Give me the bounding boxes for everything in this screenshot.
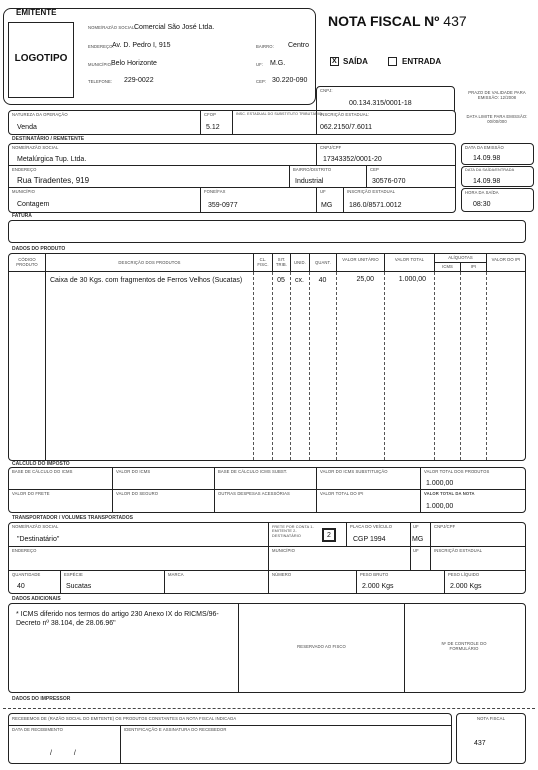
emissao-value: 14.09.98 bbox=[473, 155, 501, 162]
canhoto-div bbox=[120, 726, 121, 763]
transp-div-9 bbox=[444, 571, 445, 593]
valor-sub-label: VALOR DO ICMS SUBSTITUIÇÃO bbox=[320, 469, 388, 474]
total-nota-value: 1.000,00 bbox=[426, 503, 454, 510]
dest-div-c bbox=[366, 166, 367, 187]
nota-fiscal-title-text: NOTA FISCAL Nº bbox=[328, 13, 440, 29]
col-quant-header: QUANT. bbox=[315, 260, 331, 265]
transp-nome-label: NOME/RAZÃO SOCIAL bbox=[12, 524, 59, 529]
emitente-endereco-label: ENDEREÇO: bbox=[88, 44, 114, 49]
emitente-uf: M.G. bbox=[270, 60, 286, 67]
data-recebimento: / / bbox=[50, 750, 86, 757]
total-prod-value: 1.000,00 bbox=[426, 480, 454, 487]
entrada-checkbox[interactable] bbox=[388, 57, 397, 66]
cfop-label: CFOP bbox=[204, 112, 217, 117]
cut-line bbox=[3, 708, 535, 709]
quant-value: 40 bbox=[17, 583, 25, 590]
placa-value: CGP 1994 bbox=[353, 536, 386, 543]
dest-div-e bbox=[316, 188, 317, 212]
dest-div-f bbox=[343, 188, 344, 212]
row-descricao: Caixa de 30 Kgs. com fragmentos de Ferros Velhos (Sucatas) bbox=[50, 277, 243, 284]
reservado-fisco: RESERVADO AO FISCO bbox=[297, 644, 346, 649]
transp-div-4 bbox=[430, 523, 431, 546]
dest-cnpj-label: CNPJ/CPF bbox=[320, 145, 342, 150]
dest-cnpj: 17343352/0001-20 bbox=[323, 156, 382, 163]
cfop-value: 5.12 bbox=[206, 124, 220, 131]
numero-label: NÚMERO bbox=[272, 572, 292, 577]
fatura-section bbox=[8, 220, 526, 243]
transp-line-1 bbox=[9, 546, 525, 547]
col-dash-3 bbox=[272, 272, 273, 460]
emitente-municipio: Belo Horizonte bbox=[111, 60, 157, 67]
transp-frete-label: FRETE POR CONTA 1-EMITENTE 2-DESTINATÁRIO bbox=[272, 525, 314, 538]
controle-formulario: Nº DE CONTROLE DO FORMULÁRIO bbox=[441, 641, 487, 652]
col-dash-8 bbox=[434, 272, 435, 460]
entrada-label: ENTRADA bbox=[402, 57, 442, 66]
outras-label: OUTRAS DESPESAS ACESSÓRIAS bbox=[218, 491, 290, 496]
natureza-divider-1 bbox=[200, 111, 201, 134]
emitente-nome: Comercial São José Ltda. bbox=[134, 24, 215, 31]
natureza-label: NATUREZA DA OPERAÇÃO bbox=[12, 112, 68, 117]
transp-div-7 bbox=[268, 571, 269, 593]
transp-insc-label: INSCRIÇÃO ESTADUAL bbox=[434, 548, 483, 553]
transp-div-2 bbox=[346, 523, 347, 546]
prazo-note: PRAZO DE VALIDADE PARA EMISSÃO: 12/2008 bbox=[468, 90, 526, 101]
dest-uf: MG bbox=[321, 202, 333, 209]
base-icms-label: BASE DE CÁLCULO DO ICMS bbox=[12, 469, 73, 474]
peso-liq-label: PESO LÍQUIDO bbox=[448, 572, 480, 577]
nota-fiscal-number: 437 bbox=[443, 13, 467, 29]
emitente-endereco: Av. D. Pedro I, 915 bbox=[112, 42, 171, 49]
col-unid-header: UNID. bbox=[294, 260, 306, 265]
seguro-label: VALOR DO SEGURO bbox=[116, 491, 159, 496]
row-sttrib: 05 bbox=[277, 277, 285, 284]
peso-liq-value: 2.000 Kgs bbox=[450, 583, 482, 590]
dest-endereco: Rua Tiradentes, 919 bbox=[17, 176, 90, 185]
adicionais-texto: * ICMS diferido nos termos do artigo 230 Anexo IX do RICMS/96-Decreto nº 38.104, de 28.06.96" bbox=[16, 611, 219, 628]
transp-div-3 bbox=[410, 523, 411, 570]
col-sttrib-header: SIT. TRIB. bbox=[275, 257, 288, 268]
col-aliquotas-header: ALÍQUOTAS bbox=[448, 255, 473, 260]
natureza-divider-2 bbox=[232, 111, 233, 134]
data-recebimento-label: DATA DE RECEBIMENTO bbox=[12, 727, 63, 732]
placa-label: PLACA DO VEÍCULO bbox=[350, 524, 393, 529]
transp-div-6 bbox=[164, 571, 165, 593]
canhoto-line bbox=[9, 725, 451, 726]
peso-bruto-value: 2.000 Kgs bbox=[362, 583, 394, 590]
saida-date-label: DATA DA SAÍDA/ENTRADA bbox=[465, 168, 515, 172]
dest-nome: Metalúrgica Tup. Ltda. bbox=[17, 156, 87, 163]
dest-fone: 359-0977 bbox=[208, 202, 238, 209]
col-dash-6 bbox=[336, 272, 337, 460]
emitente-municipio-label: MUNICÍPIO: bbox=[88, 62, 113, 67]
dest-endereco-label: ENDEREÇO bbox=[12, 167, 37, 172]
row-unid: cx. bbox=[295, 277, 304, 284]
cnpj-value: 00.134.315/0001-18 bbox=[349, 100, 412, 107]
total-nota-label: VALOR TOTAL DA NOTA bbox=[424, 491, 475, 496]
col-dash-9 bbox=[460, 272, 461, 460]
emitente-heading: EMITENTE bbox=[16, 8, 57, 17]
imp-div-2 bbox=[214, 468, 215, 512]
transporte-heading: TRANSPORTADOR / VOLUMES TRANSPORTADOS bbox=[12, 515, 133, 521]
dest-nome-label: NOME/RAZÃO SOCIAL bbox=[12, 145, 59, 150]
logo: LOGOTIPO bbox=[14, 53, 68, 64]
especie-label: ESPÉCIE bbox=[64, 572, 83, 577]
fatura-heading: FATURA bbox=[12, 213, 32, 219]
col-vipi-header: VALOR DO IPI bbox=[491, 257, 521, 262]
produtos-header-line bbox=[9, 271, 525, 272]
transp-uf: MG bbox=[412, 536, 424, 543]
imposto-heading: CÁLCULO DO IMPOSTO bbox=[12, 461, 70, 467]
frete-code: 2 bbox=[327, 532, 331, 539]
row-vunit: 25,00 bbox=[356, 276, 374, 283]
dest-fone-label: FONE/FAX bbox=[204, 189, 226, 194]
peso-bruto-label: PESO BRUTO bbox=[360, 572, 389, 577]
dest-bairro: Industrial bbox=[295, 178, 324, 185]
emitente-nome-label: NOME/RAZÃO SOCIAL: bbox=[88, 25, 136, 30]
col-codigo-header: CÓDIGO PRODUTO bbox=[16, 257, 38, 268]
produtos-heading: DADOS DO PRODUTO bbox=[12, 246, 66, 252]
transp-uf2-label: UF bbox=[413, 548, 419, 553]
adicionais-heading: DADOS ADICIONAIS bbox=[12, 596, 61, 602]
emitente-cep: 30.220-090 bbox=[272, 77, 308, 84]
dest-uf-label: UF bbox=[320, 189, 326, 194]
dest-insc: 186.0/8571.0012 bbox=[349, 202, 402, 209]
col-dash-7 bbox=[384, 272, 385, 460]
insc-estadual-value: 062.2150/7.6011 bbox=[320, 124, 373, 131]
col-icms-header: ICMS bbox=[442, 264, 453, 269]
destinatario-heading: DESTINATÁRIO / REMETENTE bbox=[12, 136, 85, 142]
dest-municipio-label: MUNICÍPIO bbox=[12, 189, 36, 194]
emitente-uf-label: UF: bbox=[256, 62, 264, 67]
total-prod-label: VALOR TOTAL DOS PRODUTOS bbox=[424, 469, 490, 474]
dest-row-line-1 bbox=[9, 165, 455, 166]
aliquotas-line bbox=[434, 262, 486, 263]
dest-municipio: Contagem bbox=[17, 201, 50, 208]
dest-div-b bbox=[289, 166, 290, 187]
col-dash-5 bbox=[309, 272, 310, 460]
col-dash-10 bbox=[486, 272, 487, 460]
ipi-total-label: VALOR TOTAL DO IPI bbox=[320, 491, 364, 496]
dest-cep-label: CEP bbox=[370, 167, 379, 172]
quant-label: QUANTIDADE bbox=[12, 572, 41, 577]
dest-cep: 30576-070 bbox=[372, 178, 406, 185]
transp-div-1 bbox=[268, 523, 269, 570]
transp-cnpj-label: CNPJ/CPF bbox=[434, 524, 456, 529]
cnpj-label: CNPJ: bbox=[320, 88, 333, 93]
col-ipi-header: IPI bbox=[470, 264, 477, 269]
assinatura-label: IDENTIFICAÇÃO E ASSINATURA DO RECEBEDOR bbox=[124, 727, 227, 732]
saida-mark: X bbox=[332, 58, 337, 65]
transp-div-5 bbox=[60, 571, 61, 593]
marca-label: MARCA bbox=[168, 572, 184, 577]
col-dash-4 bbox=[290, 272, 291, 460]
imposto-line bbox=[9, 489, 525, 490]
row-quant: 40 bbox=[318, 277, 327, 284]
emitente-bairro: Centro bbox=[288, 42, 310, 49]
row-vtotal: 1.000,00 bbox=[398, 276, 426, 283]
impressor-heading: DADOS DO IMPRESSOR bbox=[12, 696, 71, 702]
imp-div-1 bbox=[112, 468, 113, 512]
imp-div-4 bbox=[420, 468, 421, 512]
transp-uf-label: UF bbox=[413, 524, 419, 529]
data-limite-note: DATA LIMITE PARA EMISSÃO: 00/00/000 bbox=[466, 114, 528, 125]
especie-value: Sucatas bbox=[66, 583, 92, 590]
hora-label: HORA DA SAÍDA bbox=[465, 190, 499, 195]
col-descricao-header: DESCRIÇÃO DOS PRODUTOS bbox=[118, 260, 181, 265]
insc-estadual-label: INSCRIÇÃO ESTADUAL: bbox=[320, 112, 370, 117]
saida-label: SAÍDA bbox=[343, 57, 368, 66]
recebemos-text: RECEBEMOS DE (RAZÃO SOCIAL DO EMITENTE) OS PRODUTOS CONSTANTES DA NOTA FISCAL INDICADA bbox=[12, 716, 237, 721]
canhoto-nota-number: 437 bbox=[474, 740, 486, 747]
emitente-telefone-label: TELEFONE: bbox=[88, 79, 113, 84]
col-vtotal-header: VALOR TOTAL bbox=[394, 257, 425, 262]
col-vunit-header: VALOR UNITÁRIO bbox=[342, 257, 379, 262]
imp-div-3 bbox=[316, 468, 317, 512]
hora-value: 08:30 bbox=[473, 201, 491, 208]
col-dash-2 bbox=[253, 272, 254, 460]
dest-row-line-2 bbox=[9, 187, 455, 188]
natureza-value: Venda bbox=[17, 124, 37, 131]
base-sub-label: BASE DE CÁLCULO ICMS SUBST. bbox=[218, 469, 288, 474]
emitente-bairro-label: BAIRRO: bbox=[256, 44, 274, 49]
emitente-cep-label: CEP: bbox=[256, 79, 267, 84]
canhoto-nota-label: NOTA FISCAL bbox=[476, 716, 505, 721]
frete-label: VALOR DO FRETE bbox=[12, 491, 50, 496]
transp-div-10 bbox=[430, 547, 431, 570]
col-clfisc-header: CL. FISC. bbox=[257, 257, 269, 268]
valor-icms-label: VALOR DO ICMS bbox=[116, 469, 151, 474]
transp-nome: "Destinatário" bbox=[17, 536, 60, 543]
dest-div-a bbox=[316, 144, 317, 165]
dest-insc-label: INSCRIÇÃO ESTADUAL bbox=[347, 189, 396, 194]
transp-line-2 bbox=[9, 570, 525, 571]
dest-div-d bbox=[200, 188, 201, 212]
nota-fiscal-title bbox=[328, 14, 467, 28]
col-div-1 bbox=[45, 254, 46, 460]
dest-bairro-label: BAIRRO/DISTRITO bbox=[293, 167, 332, 172]
emissao-label: DATA DA EMISSÃO bbox=[465, 145, 504, 150]
saida-date-value: 14.09.98 bbox=[473, 178, 501, 185]
transp-endereco-label: ENDEREÇO bbox=[12, 548, 37, 553]
transp-municipio-label: MUNICÍPIO bbox=[272, 548, 296, 553]
transp-div-8 bbox=[356, 571, 357, 593]
adic-div-2 bbox=[404, 604, 405, 692]
insc-sub-label: INSC. ESTADUAL DO SUBSTITUTO TRIBUTÁRIO bbox=[236, 112, 322, 116]
emitente-telefone: 229-0022 bbox=[124, 77, 154, 84]
